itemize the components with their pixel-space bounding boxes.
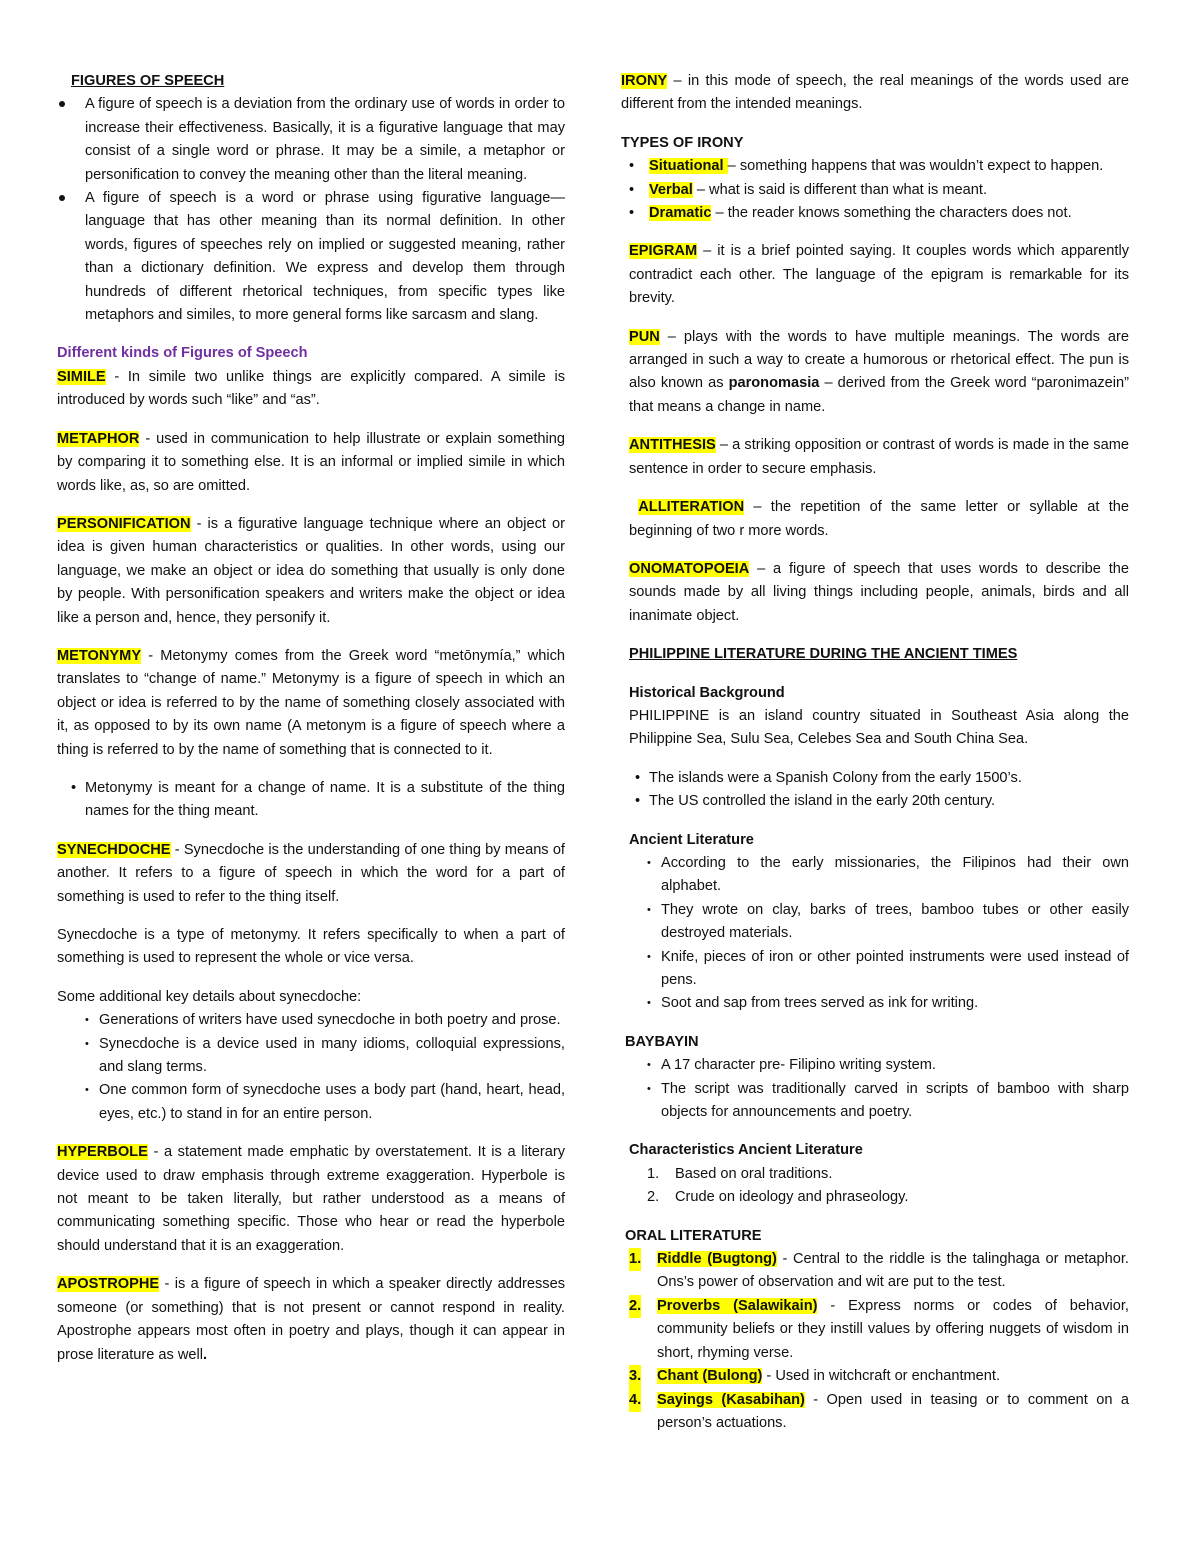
antithesis-entry: ANTITHESIS – a striking opposition or contrast of words is made in the same sentence in order to secure emphasis. bbox=[629, 437, 1129, 477]
list-item: • A 17 character pre- Filipino writing system. bbox=[661, 1054, 1129, 1077]
list-item: • According to the early missionaries, the Filipinos had their own alphabet. bbox=[661, 852, 1129, 899]
irony-types-list bbox=[621, 155, 1129, 225]
term-metonymy: METONYMY bbox=[57, 647, 142, 664]
characteristics-list bbox=[621, 1163, 1129, 1210]
list-item: 3. Chant (Bulong) - Used in witchcraft or enchantment. bbox=[629, 1365, 1129, 1388]
baybayin-heading: BAYBAYIN bbox=[625, 1033, 699, 1050]
pun-entry: PUN – plays with the words to have multiple meanings. The words are arranged in such a way to create a humorous or rhetorical effect. The pun is also known as paronomasia – derived from the Greek word “paronimazein” that means a change in name. bbox=[629, 328, 1129, 415]
alliteration-entry: ALLITERATION – the repetition of the same letter or syllable at the beginning of two r more words. bbox=[629, 499, 1129, 539]
right-column bbox=[621, 70, 1129, 1450]
list-item: 1. Based on oral traditions. bbox=[647, 1165, 833, 1182]
list-item: • Synecdoche is a device used in many idioms, colloquial expressions, and slang terms. bbox=[99, 1033, 565, 1080]
doc-title: FIGURES OF SPEECH bbox=[71, 73, 225, 89]
list-item: A figure of speech is a deviation from the ordinary use of words in order to increase their effectiveness. Basically, it is a figurative language that may consist of a single word or phrase. It may be a simile, a metaphor or personification to convey the meaning other than the literal meaning. bbox=[71, 93, 565, 187]
list-item: 2. Crude on ideology and phraseology. bbox=[647, 1189, 909, 1206]
epigram-entry: EPIGRAM – it is a brief pointed saying. It couples words which apparently contradict each other. The language of the epigram is remarkable for its brevity. bbox=[629, 243, 1129, 307]
intro-list bbox=[71, 93, 565, 327]
list-item: • Verbal – what is said is different than what is meant. bbox=[629, 179, 1129, 202]
characteristics-heading: Characteristics Ancient Literature bbox=[629, 1142, 863, 1159]
list-item: • The islands were a Spanish Colony from the early 1500’s. bbox=[635, 767, 1129, 790]
synecdoche-paragraph: Synecdoche is a type of metonymy. It refers specifically to when a part of something is used to represent the whole or vice versa. bbox=[57, 927, 565, 967]
left-column bbox=[57, 70, 565, 1382]
list-item: • They wrote on clay, barks of trees, bamboo tubes or other easily destroyed materials. bbox=[661, 899, 1129, 946]
historical-list bbox=[635, 767, 1129, 814]
metonymy-list bbox=[71, 777, 565, 824]
list-item: • The script was traditionally carved in scripts of bamboo with sharp objects for announcements and poetry. bbox=[661, 1078, 1129, 1125]
term-antithesis: ANTITHESIS bbox=[629, 437, 716, 454]
synecdoche-details-intro: Some additional key details about synecdoche: bbox=[57, 988, 362, 1005]
oral-heading: ORAL LITERATURE bbox=[625, 1227, 762, 1244]
onomatopoeia-entry: ONOMATOPOEIA – a figure of speech that uses words to describe the sounds made by all living things including people, animals, birds and all inanimate object. bbox=[629, 560, 1129, 624]
metonymy-entry: METONYMY - Metonymy comes from the Greek word “metōnymía,” which translates to “change of name.” Metonymy is a figure of speech in which an object or idea is referred to by the name of something closely associated with it, as opposed to by its own name (A metonym is a figure of speech where a thing is referred to by the name of something that is connected to it. bbox=[57, 647, 565, 758]
list-item: • One common form of synecdoche uses a body part (hand, heart, head, eyes, etc.) to stand in for an entire person. bbox=[99, 1079, 565, 1126]
synecdoche-details-list bbox=[57, 1009, 565, 1126]
list-item: A figure of speech is a word or phrase using figurative language—language that has other meaning than its normal definition. In other words, figures of speeches rely on implied or suggested meaning, rather than a dictionary definition. We express and develop them through hundreds of different rhetorical techniques, from specific types like metaphors and similes, to more general forms like sarcasm and slang. bbox=[71, 187, 565, 327]
term-pun: PUN bbox=[629, 328, 660, 345]
list-item: 2. Proverbs (Salawikain) - Express norms or codes of behavior, community beliefs or they instill values by offering nuggets of wisdom in short, rhyming verse. bbox=[629, 1295, 1129, 1365]
kinds-heading: Different kinds of Figures of Speech bbox=[57, 345, 308, 362]
simile-entry: SIMILE - In simile two unlike things are explicitly compared. A simile is introduced by words such “like” and “as”. bbox=[57, 368, 565, 409]
oral-list bbox=[621, 1248, 1129, 1435]
historical-heading: Historical Background bbox=[629, 684, 785, 701]
term-hyperbole: HYPERBOLE bbox=[57, 1144, 148, 1161]
list-item: • The US controlled the island in the early 20th century. bbox=[635, 790, 1129, 813]
list-item: 4. Sayings (Kasabihan) - Open used in teasing or to comment on a person’s actuations. bbox=[629, 1389, 1129, 1436]
historical-text: PHILIPPINE is an island country situated in Southeast Asia along the Philippine Sea, Sulu Sea, Celebes Sea and South China Sea. bbox=[629, 707, 1129, 748]
list-item: • Situational – something happens that was wouldn’t expect to happen. bbox=[629, 155, 1129, 178]
hyperbole-entry: HYPERBOLE - a statement made emphatic by overstatement. It is a literary device used to draw emphasis through extreme exaggeration. Hyperbole is not meant to be taken literally, but rather understood as a means of communicating something specific. Those who hear or read the hyperbole should understand that it is an exaggeration. bbox=[57, 1144, 565, 1254]
personification-entry: PERSONIFICATION - is a figurative language technique where an object or idea is given human characteristics or qualities. In other words, using our language, we make an object or idea do something that usually is only done by people. With personification speakers and writers make the object or idea like a person and, hence, they personify it. bbox=[57, 515, 565, 626]
baybayin-list bbox=[621, 1054, 1129, 1124]
term-personification: PERSONIFICATION bbox=[57, 515, 191, 532]
term-metaphor: METAPHOR bbox=[57, 430, 140, 447]
term-synechdoche: SYNECHDOCHE bbox=[57, 841, 171, 858]
term-epigram: EPIGRAM bbox=[629, 243, 698, 260]
list-item: 1. Riddle (Bugtong) - Central to the riddle is the talinghaga or metaphor. Ons’s power of observation and wit are put to the test. bbox=[629, 1248, 1129, 1295]
term-simile: SIMILE bbox=[57, 368, 106, 385]
apostrophe-entry: APOSTROPHE - is a figure of speech in which a speaker directly addresses someone (or something) that is not present or cannot respond in reality. Apostrophe appears most often in poetry and plays, though it can appear in prose literature as well. bbox=[57, 1276, 565, 1363]
list-item: • Generations of writers have used synecdoche in both poetry and prose. bbox=[99, 1009, 565, 1032]
term-alliteration: ALLITERATION bbox=[638, 499, 745, 516]
list-item: • Metonymy is meant for a change of name. It is a substitute of the thing names for the thing meant. bbox=[71, 777, 565, 824]
term-onomatopoeia: ONOMATOPOEIA bbox=[629, 560, 750, 577]
term-apostrophe: APOSTROPHE bbox=[57, 1276, 160, 1293]
types-heading: TYPES OF IRONY bbox=[621, 134, 744, 151]
list-item: • Dramatic – the reader knows something the characters does not. bbox=[629, 202, 1129, 225]
metaphor-entry: METAPHOR - used in communication to help illustrate or explain something by comparing it to something else. It is an informal or implied simile in which words like, as, so are omitted. bbox=[57, 430, 565, 494]
irony-entry: IRONY – in this mode of speech, the real meanings of the words used are different from the intended meanings. bbox=[621, 73, 1129, 113]
list-item: • Soot and sap from trees served as ink for writing. bbox=[661, 992, 1129, 1015]
philippine-heading: PHILIPPINE LITERATURE DURING THE ANCIENT TIMES bbox=[629, 646, 1018, 663]
term-irony: IRONY bbox=[621, 73, 668, 89]
synechdoche-entry: SYNECHDOCHE - Synecdoche is the understanding of one thing by means of another. It refers to a figure of speech in which the word for a part of something is used to refer to the thing itself. bbox=[57, 841, 565, 905]
ancient-heading: Ancient Literature bbox=[629, 831, 754, 848]
list-item: • Knife, pieces of iron or other pointed instruments were used instead of pens. bbox=[661, 946, 1129, 993]
ancient-list bbox=[621, 852, 1129, 1016]
